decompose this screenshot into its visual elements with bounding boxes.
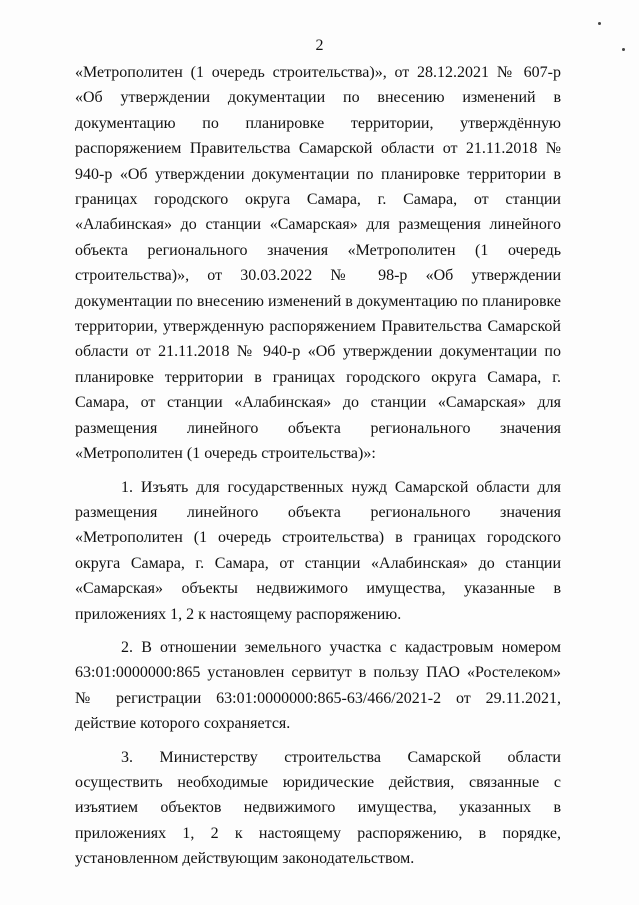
paragraph-item-2: 2. В отношении земельного участка с кадастровым номером 63:01:0000000:865 установлен сервитут в пользу ПАО «Ростелеком» № регистрации 63:01:0000000:865-63/466/2021-2 от 29.11.2021, действие которого сохраняется. — [75, 638, 561, 733]
paragraph-item-3: 3. Министерству строительства Самарской области осуществить необходимые юридические действия, связанные с изъятием объектов недвижимого имущества, указанных в приложениях 1, 2 к настоящему распоряжению, в порядке, установленном действующим законодательством. — [75, 748, 561, 868]
scan-speck-mark — [598, 22, 601, 25]
document-body — [75, 60, 561, 872]
scan-speck-mark — [622, 48, 625, 51]
page-number: 2 — [315, 37, 324, 54]
paragraph-intro-continuation: «Метрополитен (1 очередь строительства)», от 28.12.2021 № 607-р «Об утверждении документации по внесению изменений в документацию по планировке территории, утверждённую распоряжением Правительства Самарской области от 21.11.2018 № 940-р «Об утверждении документации по планировке территории в границах городского округа Самара, г. Самара, от станции «Алабинская» до станции «Самарская» для размещения линейного объекта регионального значения «Метрополитен (1 очередь строительства)», от 30.03.2022 № 98-р «Об утверждении документации по внесению изменений в документацию по планировке территории, утвержденную распоряжением Правительства Самарской области от 21.11.2018 № 940-р «Об утверждении документации по планировке территории в границах городского округа Самара, г. Самара, от станции «Алабинская» до станции «Самарская» для размещения линейного объекта регионального значения «Метрополитен (1 очередь строительства)»: — [75, 64, 561, 463]
paragraph-item-1: 1. Изъять для государственных нужд Самарской области для размещения линейного объекта регионального значения «Метрополитен (1 очередь строительства) в границах городского округа Самара, г. Самара, от станции «Алабинская» до станции «Самарская» объекты недвижимого имущества, указанные в приложениях 1, 2 к настоящему распоряжению. — [75, 478, 561, 623]
